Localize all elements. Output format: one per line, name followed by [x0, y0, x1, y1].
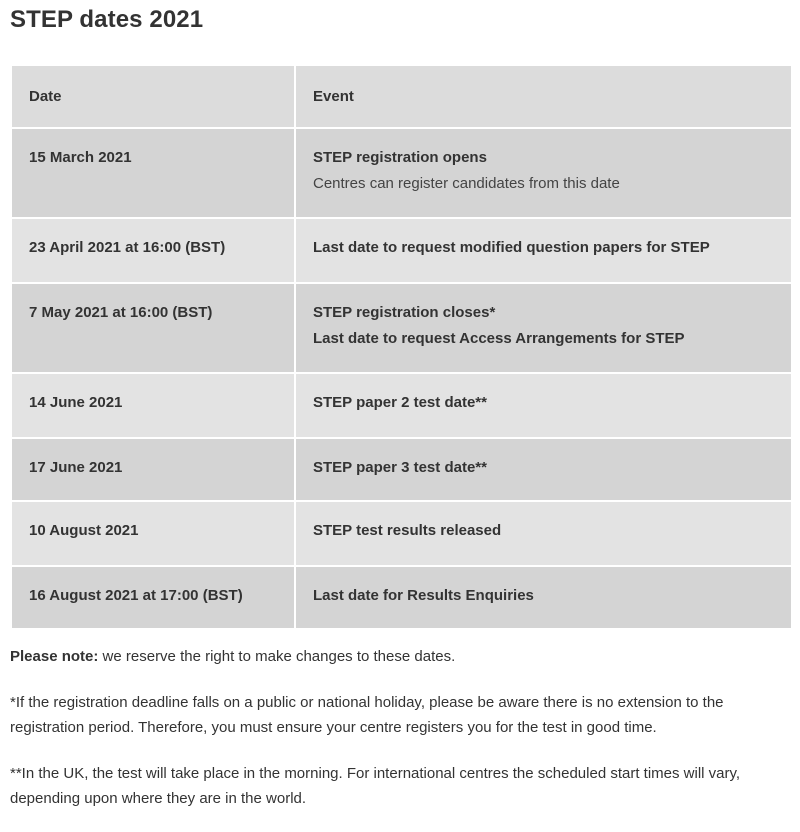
table-row [11, 438, 792, 501]
notes-section [10, 644, 790, 832]
date-cell [11, 501, 295, 566]
event-text: STEP registration closes* [313, 304, 496, 321]
footnote-double-asterisk: **In the UK, the test will take place in the morning. For international centres the scheduled start times will vary, depending upon where they are in the world. [10, 765, 741, 807]
event-detail-text: Centres can register candidates from this date [313, 175, 620, 192]
event-text: STEP test results released [313, 522, 502, 539]
event-cell [295, 218, 792, 283]
event-cell [295, 128, 792, 218]
date-text: 17 June 2021 [29, 459, 123, 476]
note-label: Please note: [10, 648, 99, 665]
table-header-row [11, 65, 792, 128]
date-cell [11, 283, 295, 373]
date-text: 15 March 2021 [29, 149, 132, 166]
step-dates-table [10, 64, 793, 630]
event-text-secondary: Last date to request Access Arrangements for STEP [313, 330, 685, 347]
date-text: 10 August 2021 [29, 522, 139, 539]
date-cell [11, 566, 295, 629]
date-text: 23 April 2021 at 16:00 (BST) [29, 239, 226, 256]
table-row [11, 501, 792, 566]
event-text: Last date to request modified question papers for STEP [313, 239, 710, 256]
table-row [11, 128, 792, 218]
table-row [11, 218, 792, 283]
date-text: 16 August 2021 at 17:00 (BST) [29, 587, 243, 604]
date-cell [11, 218, 295, 283]
date-cell [11, 373, 295, 438]
event-cell [295, 501, 792, 566]
footnote-single-asterisk: *If the registration deadline falls on a public or national holiday, please be aware there is no extension to the registration period. Therefore, you must ensure your centre registers you for the test in good time. [10, 694, 724, 736]
event-cell [295, 438, 792, 501]
event-text: STEP paper 2 test date** [313, 394, 487, 411]
date-cell [11, 128, 295, 218]
date-text: 7 May 2021 at 16:00 (BST) [29, 304, 213, 321]
table-row [11, 373, 792, 438]
event-text: STEP registration opens [313, 149, 487, 166]
table-row [11, 566, 792, 629]
date-text: 14 June 2021 [29, 394, 123, 411]
note-text: we reserve the right to make changes to these dates. [98, 648, 456, 665]
event-cell [295, 566, 792, 629]
event-cell [295, 373, 792, 438]
event-cell [295, 283, 792, 373]
column-header-event: Event [295, 65, 792, 128]
note-paragraph [10, 644, 790, 669]
column-header-date: Date [11, 65, 295, 128]
date-cell [11, 438, 295, 501]
event-text: Last date for Results Enquiries [313, 587, 534, 604]
table-row [11, 283, 792, 373]
page-title: STEP dates 2021 [10, 6, 204, 33]
event-text: STEP paper 3 test date** [313, 459, 487, 476]
